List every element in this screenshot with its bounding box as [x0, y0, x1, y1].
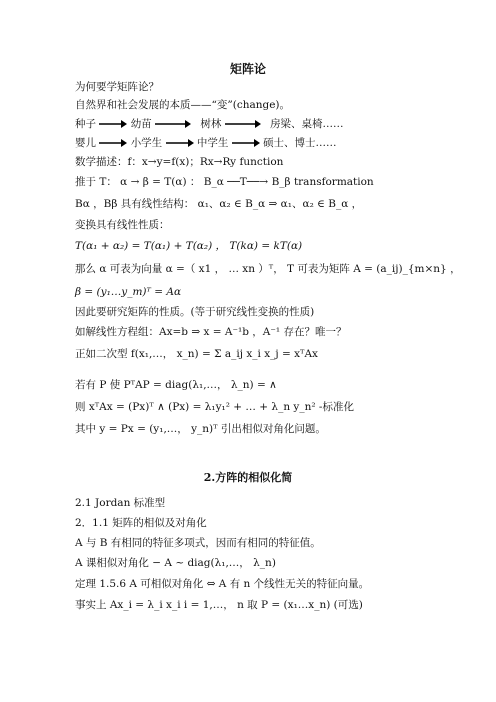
right-arrow-icon: [225, 120, 261, 128]
chain-item: 房梁、桌椅……: [270, 118, 344, 130]
formula-line: 推于 T： α → β = T(α) ： B_α ──T──→ B_β transformation: [75, 176, 374, 188]
formula-line: T(α₁ + α₂) = T(α₁) + T(α₂) ， T(kα) = kT(α): [75, 240, 303, 252]
formula-line: 其中 y = Px = (y₁,…， y_n)ᵀ 引出相似对角化问题。: [75, 423, 326, 435]
text-line: 自然界和社会发展的本质——“变”(change)。: [75, 99, 291, 111]
text-line: 为何要学矩阵论？: [75, 81, 159, 93]
formula-line: Bα ，Bβ 具有线性结构： α₁、α₂ ∈ B_α ⇒ α₁、α₂ ∈ B_α ，: [75, 198, 363, 210]
right-arrow-icon: [155, 120, 191, 128]
text-line: 变换具有线性性质：: [75, 219, 170, 231]
subsection-heading: 2.1 Jordan 标准型: [75, 497, 166, 509]
document-title: 矩阵论: [229, 62, 266, 76]
right-arrow-icon: [99, 120, 127, 128]
chain-item: 幼苗: [130, 118, 152, 130]
text-line: 因此要研究矩阵的性质。(等于研究线性变换的性质): [75, 306, 315, 318]
formula-line: A 课相似对角化 − A ~ diag(λ₁,…， λ_n): [75, 557, 276, 569]
right-arrow-icon: [232, 139, 260, 147]
formula-line: 如解线性方程组：Ax=b ⇒ x = A⁻¹b ，A⁻¹ 存在？唯一？: [75, 326, 347, 338]
subsection-heading: 2．1.1 矩阵的相似及对角化: [75, 517, 207, 529]
theorem-line: 定理 1.5.6 A 可相似对角化 ⇔ A 有 n 个线性无关的特征向量。: [75, 578, 370, 590]
text-line: A 与 B 有相同的特征多项式，因而有相同的特征值。: [75, 537, 321, 549]
right-arrow-icon: [166, 139, 194, 147]
chain-item: 树林: [200, 118, 222, 130]
growth-chain-line: [75, 117, 344, 131]
chain-item: 种子: [75, 118, 96, 130]
formula-line: 正如二次型 f(x₁,…， x_n) = Σ a_ij x_i x_j = xᵀAx: [75, 348, 318, 360]
formula-line: 若有 P 使 PᵀAP = diag(λ₁,…， λ_n) = ∧: [75, 379, 277, 391]
formula-line: β = (y₁…y_m)ᵀ = Aα: [75, 286, 182, 298]
chain-item: 硕士、博士……: [263, 137, 337, 149]
formula-line: 那么 α 可表为向量 α =（ x1 ， … xn ）ᵀ， T 可表为矩阵 A = (a_ij)_{m×n} ，: [75, 263, 461, 275]
education-chain-line: [75, 136, 337, 150]
right-arrow-icon: [99, 139, 127, 147]
chain-item: 小学生: [130, 137, 163, 149]
section-heading: 2.方阵的相似化简: [203, 471, 293, 484]
formula-line: 则 xᵀAx = (Px)ᵀ ∧ (Px) = λ₁y₁² + … + λ_n y_n² -标准化: [75, 401, 354, 413]
text-line: 数学描述：f：x→y=f(x)；Rx→Ry function: [75, 156, 284, 168]
formula-line: 事实上 Ax_i = λ_i x_i i = 1,…， n 取 P = (x₁…x_n) (可选): [75, 599, 363, 611]
chain-item: 婴儿: [75, 137, 96, 149]
chain-item: 中学生: [196, 137, 229, 149]
